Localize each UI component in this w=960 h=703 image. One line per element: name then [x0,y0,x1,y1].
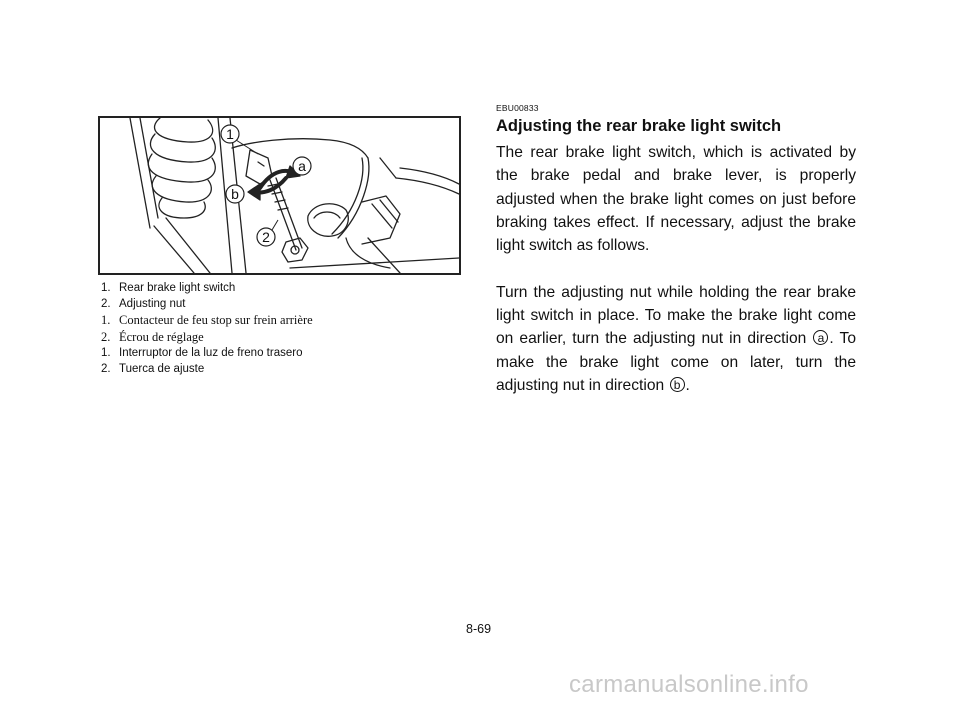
caption-line: 2. Adjusting nut [101,298,186,311]
section-heading: Adjusting the rear brake light switch [496,117,782,135]
paragraph-2: Turn the adjusting nut while holding the rear brake light switch in place. To make the brake light come on earlier, turn the adjusting nut in direction a . To make the brake light come on later, turn the adjusting nut in direction b . [496,283,856,394]
brake-switch-drawing [100,118,459,273]
caption-line: 1. Contacteur de feu stop sur frein arrière [101,313,313,328]
callout-1 [221,125,258,154]
caption-line: 1. Interruptor de la luz de freno trasero [101,346,303,359]
direction-b-marker: b [670,377,685,392]
svg-text:a: a [298,158,306,174]
svg-text:1: 1 [226,126,234,142]
paragraph-1: The rear brake light switch, which is activated by the brake pedal and brake lever, is properly adjusted when the brake light comes on just before braking takes effect. If necessary, adjust the brake light switch as follows. [496,144,856,255]
section-code: EBU00833 [496,103,539,113]
caption-line: 2. Écrou de réglage [101,329,204,344]
callout-2 [257,220,278,246]
section-body [496,141,856,397]
callout-a [293,157,311,175]
watermark: carmanualsonline.info [569,671,809,698]
figure-captions [101,280,481,377]
callout-b [226,185,244,203]
direction-a-marker: a [813,330,828,345]
page-number: 8-69 [466,622,492,636]
caption-line: 1. Rear brake light switch [101,282,236,294]
svg-text:2: 2 [262,229,270,245]
caption-line: 2. Tuerca de ajuste [101,363,205,376]
brake-switch-illustration [98,116,461,275]
svg-text:b: b [231,186,239,202]
